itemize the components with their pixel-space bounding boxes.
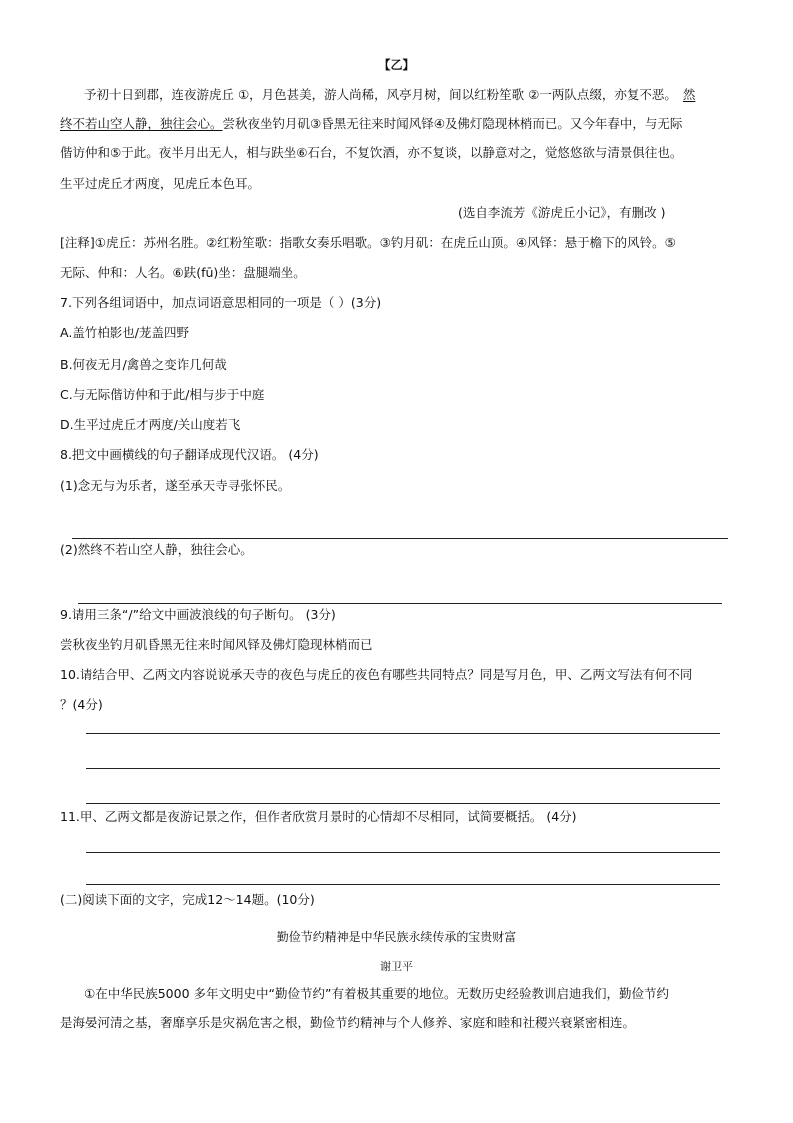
passage-line-2 xyxy=(60,115,682,133)
article-paragraph-1-line-1: ①在中华民族5000 多年文明史中“勤俭节约”有着极其重要的地位。无数历史经验教训启迪我们，勤俭节约 xyxy=(84,986,669,1001)
question-11: 11.甲、乙两文都是夜游记景之作，但作者欣赏月景时的心情却不尽相同，试简要概括。 (4分) xyxy=(60,809,577,824)
answer-line-11-2[interactable] xyxy=(86,884,720,885)
article-title: 勤俭节约精神是中华民族永续传承的宝贵财富 xyxy=(276,930,517,944)
answer-line-10-3[interactable] xyxy=(86,803,720,804)
question-10-line-1: 10.请结合甲、乙两文内容说说承天寺的夜色与虎丘的夜色有哪些共同特点？同是写月色，甲、乙两文写法有何不同 xyxy=(60,667,693,682)
passage-text: 予初十日到郡，连夜游虎丘 ①，月色甚美，游人尚稀，风亭月树，间以红粉笙歌 ②一两队点缀，亦复不恶。 xyxy=(84,87,677,102)
question-7: 7.下列各组词语中，加点词语意思相同的一项是（ ）(3分) xyxy=(60,295,382,310)
wavy-sentence-line: 尝秋夜坐钓月矶③昏黑无往来时闻风铎④及佛灯隐现林梢而已。又今年春中，与无际 xyxy=(222,116,683,131)
passage-line-3: 偕访仲和⑤于此。夜半月出无人，相与趺坐⑥石台，不复饮酒，亦不复谈，以静意对之，觉悠悠欲与清景俱往也。 xyxy=(60,145,683,160)
answer-line-8-2[interactable] xyxy=(78,603,722,604)
article-paragraph-1-line-2: 是海晏河清之基，奢靡享乐是灾祸危害之根，勤俭节约精神与个人修养、家庭和睦和社稷兴衰紧密相连。 xyxy=(60,1015,636,1030)
answer-line-10-1[interactable] xyxy=(86,733,720,734)
question-7-option-a: A.盖竹柏影也/茏盖四野 xyxy=(60,325,190,340)
notes-line-1: [注释]①虎丘：苏州名胜。②红粉笙歌：指歌女奏乐唱歌。③钓月矶：在虎丘山顶。④风铎：悬于檐下的风铃。⑤ xyxy=(60,235,676,250)
passage-source: (选自李流芳《游虎丘小记》，有删改 ) xyxy=(458,205,666,220)
question-8-part-2: (2)然终不若山空人静，独往会心。 xyxy=(60,542,253,557)
question-7-option-d: D.生平过虎丘才两度/关山度若飞 xyxy=(60,417,241,432)
section-2-intro: (二)阅读下面的文字，完成12～14题。(10分) xyxy=(60,892,315,907)
question-7-option-c: C.与无际偕访仲和于此/相与步于中庭 xyxy=(60,387,265,402)
question-8-part-1: (1)念无与为乐者，遂至承天寺寻张怀民。 xyxy=(60,478,291,493)
answer-line-8-1[interactable] xyxy=(72,538,728,539)
question-9-sentence: 尝秋夜坐钓月矶昏黑无往来时闻风铎及佛灯隐现林梢而已 xyxy=(60,637,373,652)
article-author: 谢卫平 xyxy=(379,960,414,973)
passage-line-1 xyxy=(84,86,695,104)
underlined-sentence: 终不若山空人静，独往会心。 xyxy=(60,116,223,131)
notes-line-2: 无际、仲和：人名。⑥趺(fū)坐：盘腿端坐。 xyxy=(60,265,306,280)
passage-line-4: 生平过虎丘才两度，见虎丘本色耳。 xyxy=(60,176,261,191)
question-7-option-b: B.何夜无月/禽兽之变诈几何哉 xyxy=(60,357,227,372)
question-8: 8.把文中画横线的句子翻译成现代汉语。 (4分) xyxy=(60,447,319,462)
question-10-line-2: ？(4分) xyxy=(60,697,103,712)
answer-line-10-2[interactable] xyxy=(86,768,720,769)
underlined-sentence-start: 然 xyxy=(682,87,696,102)
answer-line-11-1[interactable] xyxy=(86,852,720,853)
section-yi-heading: 【乙】 xyxy=(378,58,415,72)
question-9: 9.请用三条“/”给文中画波浪线的句子断句。 (3分) xyxy=(60,607,336,622)
